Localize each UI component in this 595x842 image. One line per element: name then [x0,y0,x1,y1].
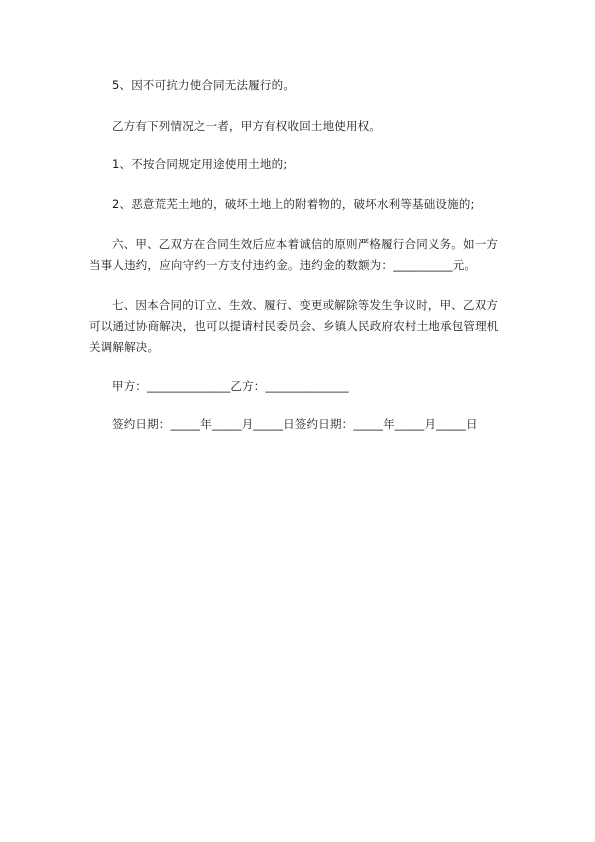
paragraph-clause-7-dispute: 七、因本合同的订立、生效、履行、变更或解除等发生争议时，甲、乙双方可以通过协商解决，也可以提请村民委员会、乡镇人民政府农村土地承包管理机关调解解决。 [89,298,499,354]
paragraph-land-recovery-conditions: 乙方有下列情况之一者，甲方有权收回土地使用权。 [112,119,382,133]
signature-party-line: 甲方：______________乙方：______________ [112,379,349,393]
paragraph-condition-2: 2、恶意荒芜土地的，破坏土地上的附着物的，破坏水利等基础设施的; [112,197,475,211]
paragraph-condition-1: 1、不按合同规定用途使用土地的; [112,157,288,171]
signing-date-line: 签约日期：_____年_____月_____日签约日期：_____年_____月_____日 [112,417,478,431]
paragraph-force-majeure: 5、因不可抗力使合同无法履行的。 [112,78,296,92]
paragraph-clause-6-breach: 六、甲、乙双方在合同生效后应本着诚信的原则严格履行合同义务。如一方当事人违约，应向守约一方支付违约金。违约金的数额为：__________元。 [89,237,499,272]
